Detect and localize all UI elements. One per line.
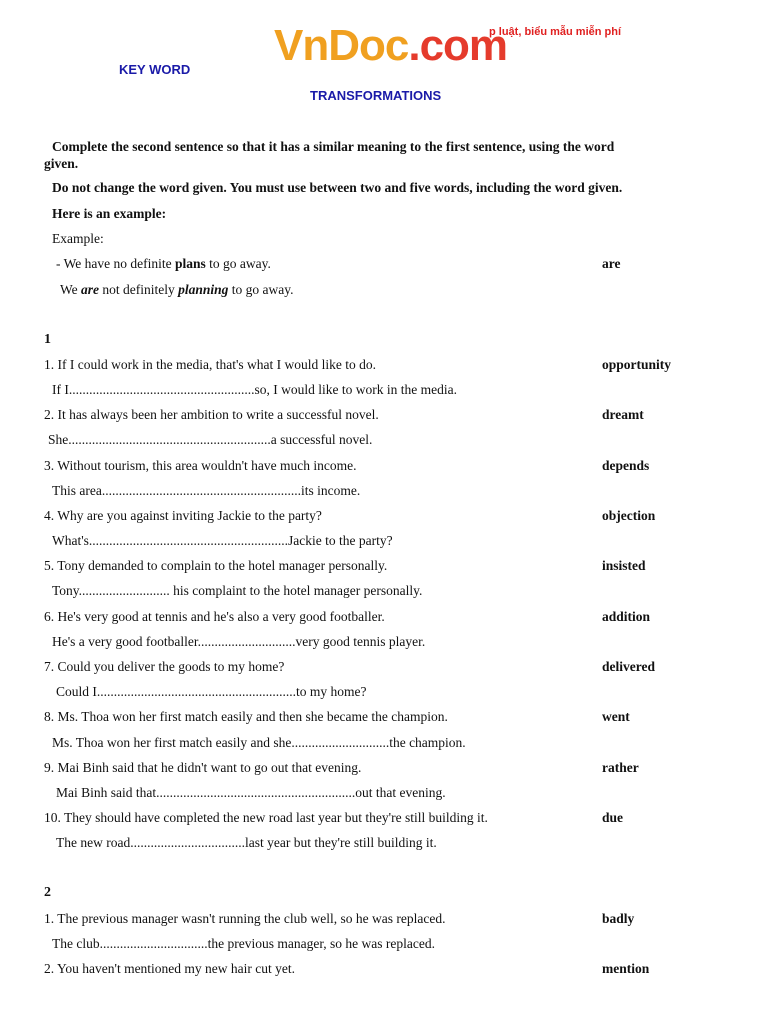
- heading-transformations: TRANSFORMATIONS: [310, 88, 442, 103]
- vndoc-logo: VnDoc.com: [274, 21, 508, 70]
- section-1-number: 1: [44, 332, 51, 347]
- answer-line: He's a very good footballer.............................very good tennis player.: [52, 634, 426, 649]
- answer-line: This area...........................................................its income.: [52, 483, 361, 498]
- answer-line: The club................................the previous manager, so he was replaced.: [52, 936, 435, 951]
- question: 2. You haven't mentioned my new hair cut yet.: [44, 961, 296, 976]
- keyword: rather: [602, 760, 639, 775]
- question: 9. Mai Binh said that he didn't want to go out that evening.: [44, 760, 362, 775]
- instruction-line-1: Complete the second sentence so that it has a similar meaning to the first sentence, using the word: [52, 139, 615, 154]
- question: 4. Why are you against inviting Jackie to the party?: [44, 508, 322, 523]
- question: 6. He's very good at tennis and he's also a very good footballer.: [44, 609, 385, 624]
- question: 10. They should have completed the new road last year but they're still building it.: [44, 810, 488, 825]
- answer-line: Could I...........................................................to my home?: [56, 684, 367, 699]
- question: 1. If I could work in the media, that's what I would like to do.: [44, 357, 376, 372]
- question: 5. Tony demanded to complain to the hotel manager personally.: [44, 558, 388, 573]
- keyword: opportunity: [602, 357, 672, 372]
- answer-line: If I.......................................................so, I would like to work in the media.: [52, 382, 457, 397]
- question: 1. The previous manager wasn't running the club well, so he was replaced.: [44, 911, 446, 926]
- example-answer: We are not definitely planning to go away.: [60, 282, 294, 297]
- heading-key-word: KEY WORD: [119, 62, 191, 77]
- instruction-line-2: Do not change the word given. You must use between two and five words, including the word given.: [52, 180, 623, 195]
- answer-line: What's...........................................................Jackie to the party?: [52, 533, 393, 548]
- logo-tagline: p luật, biểu mẫu miễn phí: [489, 26, 622, 38]
- keyword: mention: [602, 961, 650, 976]
- keyword: due: [602, 810, 624, 825]
- section-2-number: 2: [44, 885, 51, 900]
- keyword: delivered: [602, 659, 655, 674]
- instruction-line-1b: given.: [44, 156, 79, 171]
- keyword: addition: [602, 609, 651, 624]
- question: 8. Ms. Thoa won her first match easily and then she became the champion.: [44, 709, 448, 724]
- answer-line: Tony........................... his complaint to the hotel manager personally.: [52, 583, 423, 598]
- answer-line: Mai Binh said that...........................................................out that evening.: [56, 785, 446, 800]
- example-keyword: are: [602, 256, 621, 271]
- answer-line: She............................................................a successful novel.: [48, 432, 373, 447]
- question: 3. Without tourism, this area wouldn't have much income.: [44, 458, 357, 473]
- keyword: went: [602, 709, 630, 724]
- keyword: depends: [602, 458, 650, 473]
- keyword: insisted: [602, 558, 646, 573]
- question: 2. It has always been her ambition to write a successful novel.: [44, 407, 379, 422]
- answer-line: Ms. Thoa won her first match easily and she.............................the champion.: [52, 735, 466, 750]
- keyword: badly: [602, 911, 635, 926]
- example-label: Example:: [52, 231, 104, 246]
- keyword: dreamt: [602, 407, 644, 422]
- answer-line: The new road..................................last year but they're still building it.: [56, 835, 437, 850]
- question: 7. Could you deliver the goods to my home?: [44, 659, 285, 674]
- example-sentence: - We have no definite plans to go away.: [56, 256, 271, 271]
- keyword: objection: [602, 508, 656, 523]
- instruction-line-3: Here is an example:: [52, 206, 167, 221]
